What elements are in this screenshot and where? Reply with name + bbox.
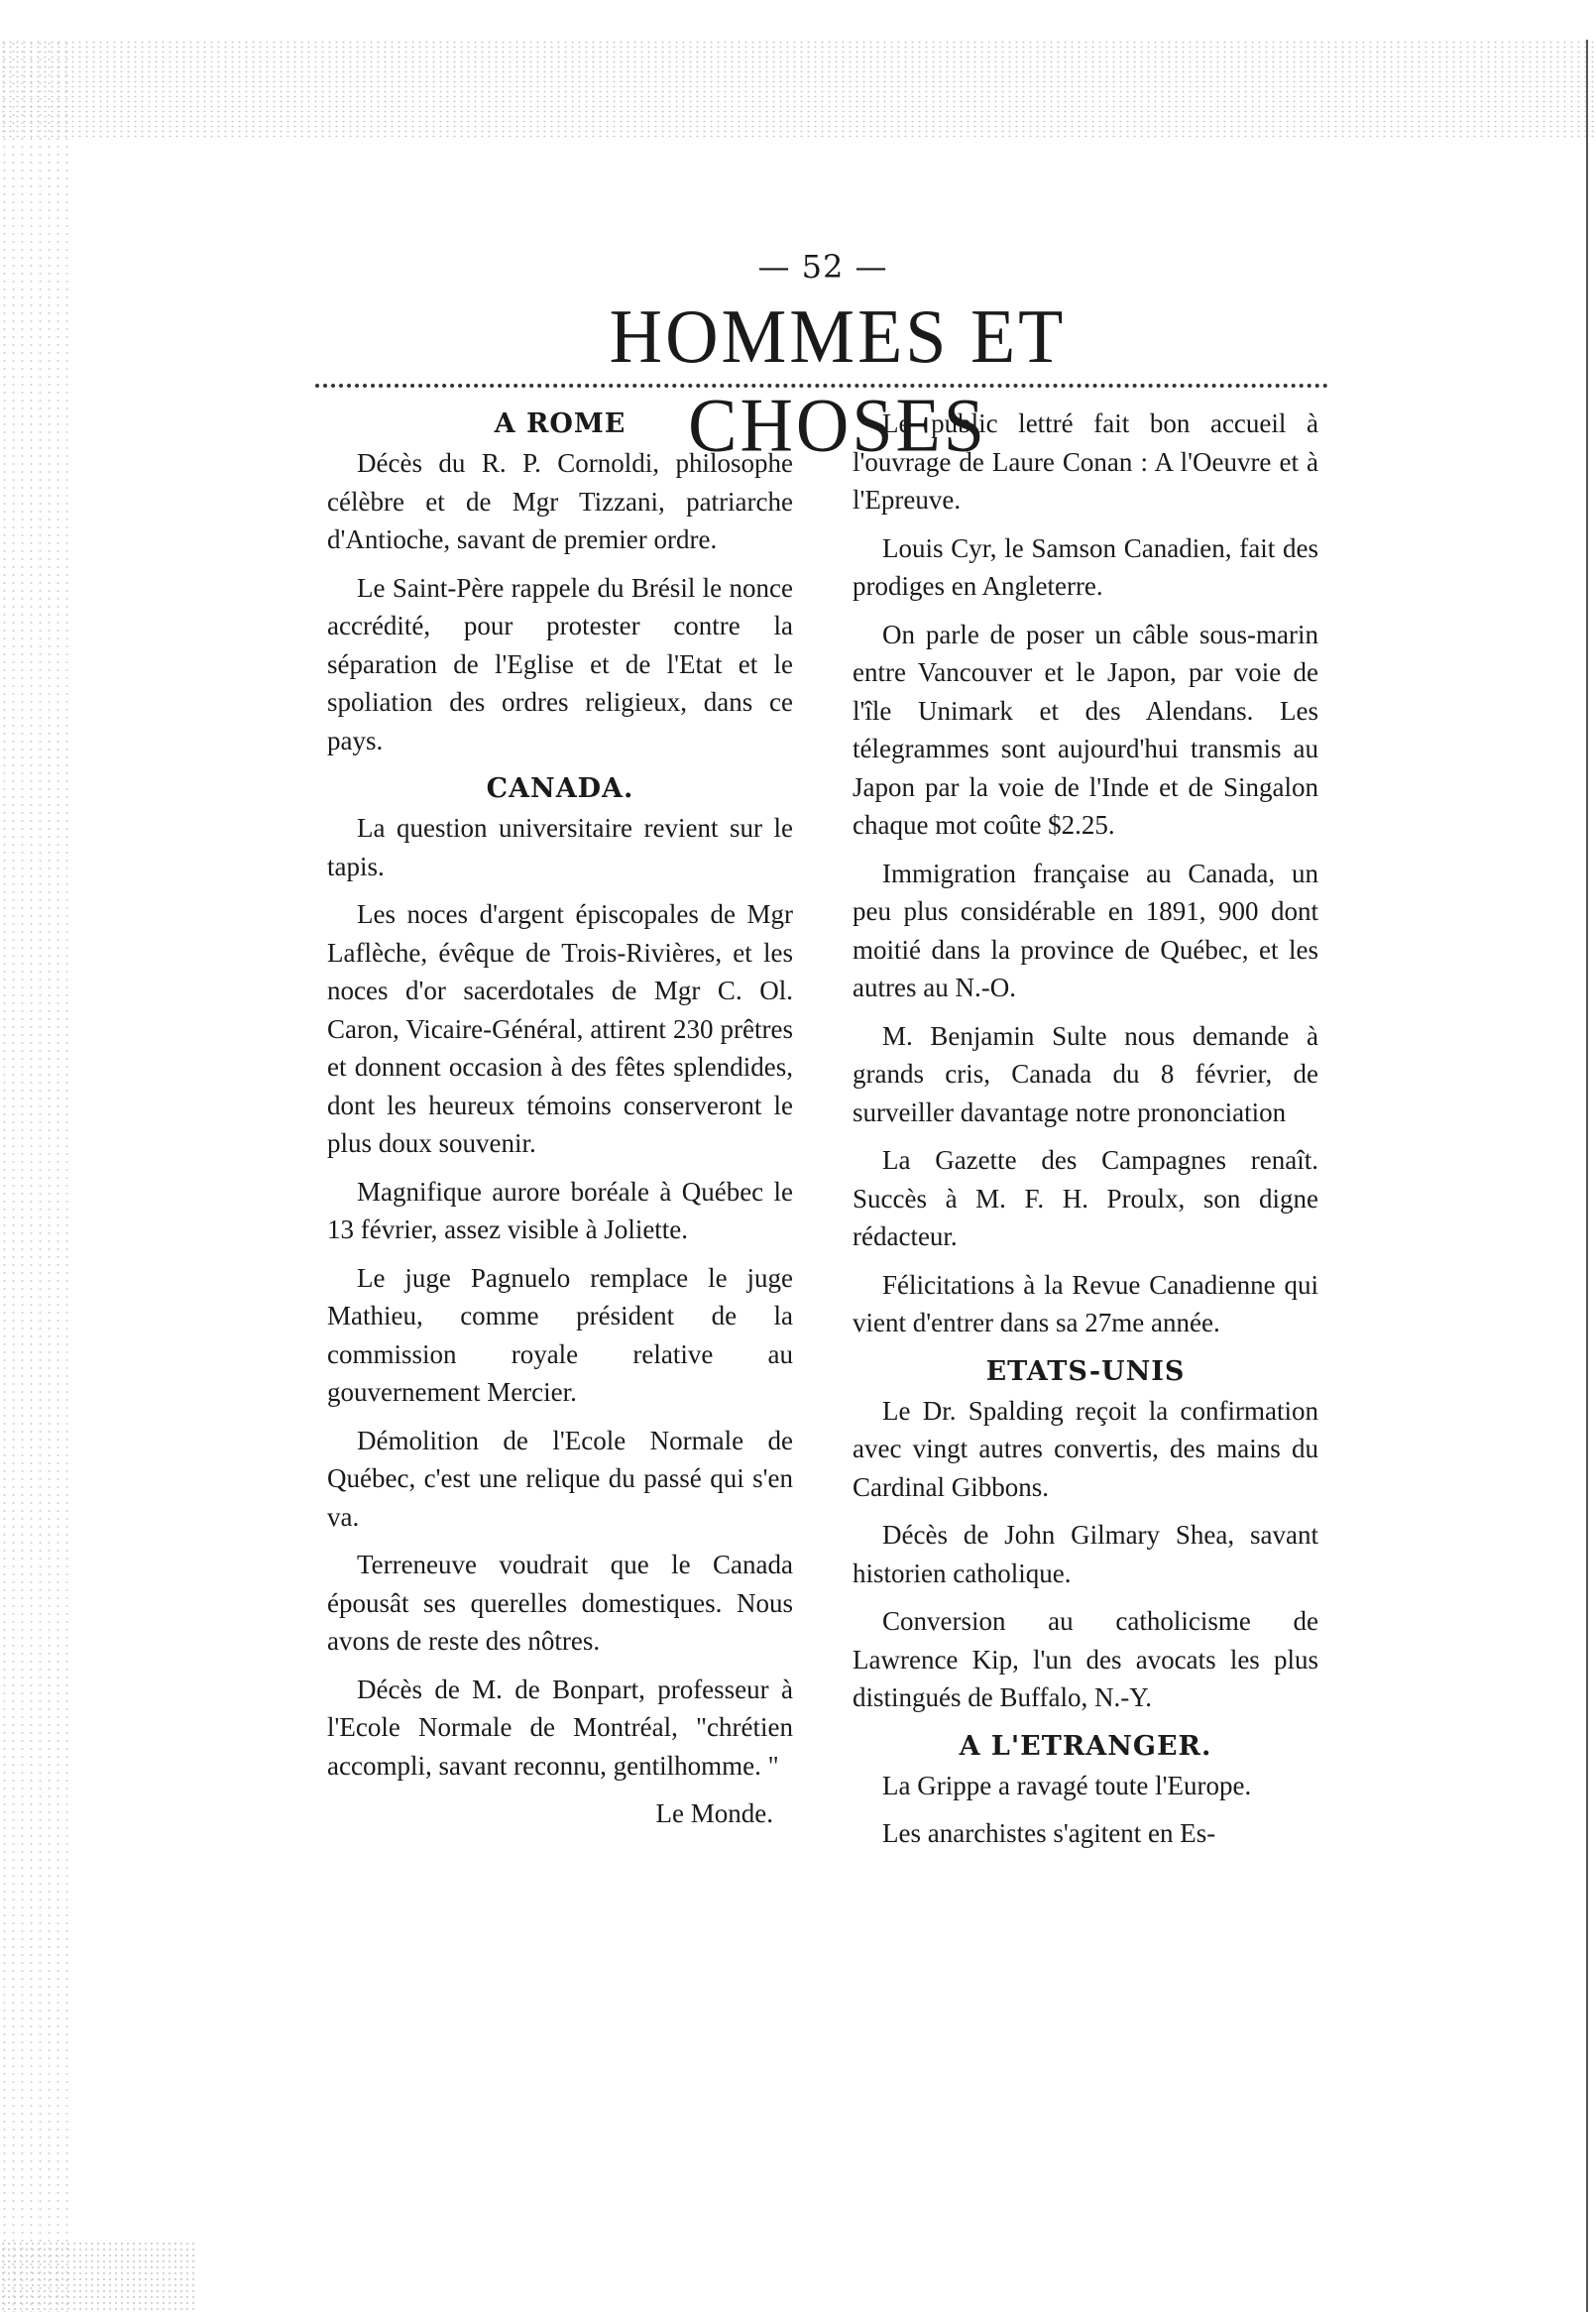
page-edge bbox=[1586, 40, 1588, 2312]
article-paragraph: Félicitations à la Revue Canadienne qui vient d'entrer dans sa 27me année. bbox=[853, 1269, 1318, 1337]
section-canada bbox=[327, 769, 793, 1833]
page-number: — 52 — bbox=[757, 248, 888, 286]
article-paragraph: La question universitaire revient sur le tapis. bbox=[327, 813, 793, 881]
article-paragraph: Le Saint-Père rappele du Brésil le nonce accrédité, pour protester contre la séparation de l'Eglise et de l'Etat et le spoliation des ordres religieux, dans ce pays. bbox=[327, 572, 793, 755]
article-paragraph: Louis Cyr, le Samson Canadien, fait des prodiges en Angleterre. bbox=[853, 532, 1318, 601]
section-heading: ETATS-UNIS bbox=[985, 1355, 1186, 1387]
right-column bbox=[853, 405, 1318, 1863]
article-paragraph: Le juge Pagnuelo remplace le juge Mathieu, comme président de la commission royale relative au gouvernement Mercier. bbox=[327, 1262, 793, 1407]
article-paragraph: Le public lettré fait bon accueil à l'ouvrage de Laure Conan : A l'Oeuvre et à l'Epreuve. bbox=[853, 408, 1318, 515]
article-paragraph: Conversion au catholicisme de Lawrence Kip, l'un des avocats les plus distingués de Buffalo, N.-Y. bbox=[853, 1606, 1318, 1712]
article-paragraph: Décès de M. de Bonpart, professeur à l'Ecole Normale de Montréal, "chrétien accompli, savant reconnu, gentilhomme. " bbox=[327, 1674, 793, 1781]
section-heading: A ROME bbox=[494, 408, 627, 439]
article-paragraph: Terreneuve voudrait que le Canada épousât ses querelles domestiques. Nous avons de reste des nôtres. bbox=[327, 1550, 793, 1656]
section-rome bbox=[327, 405, 793, 759]
article-paragraph: Décès de John Gilmary Shea, savant historien catholique. bbox=[853, 1520, 1318, 1588]
article-paragraph: On parle de poser un câble sous-marin entre Vancouver et le Japon, par voie de l'île Unimark et des Alendans. Les télegrammes sont aujourd'hui transmis au Japon par la voie de l'Inde et de Singalon chaque mot coûte $2.25. bbox=[853, 619, 1318, 840]
scan-noise-top bbox=[0, 40, 1596, 139]
article-paragraph: Le Dr. Spalding reçoit la confirmation avec vingt autres convertis, des mains du Cardinal Gibbons. bbox=[853, 1395, 1318, 1502]
section-heading: CANADA. bbox=[486, 773, 634, 804]
page-title: HOMMES ET CHOSES bbox=[609, 293, 1067, 469]
article-paragraph: Magnifique aurore boréale à Québec le 13 février, assez visible à Joliette. bbox=[327, 1176, 793, 1244]
article-paragraph: Les noces d'argent épiscopales de Mgr Laflèche, évêque de Trois-Rivières, et les noces d'or sacerdotales de Mgr C. Ol. Caron, Vicaire-Général, attirent 230 prêtres et donnent occasion à des fêtes splendides, dont les heureux témoins conserveront le plus doux souvenir. bbox=[327, 899, 793, 1158]
article-paragraph: Démolition de l'Ecole Normale de Québec, c'est une relique du passé qui s'en va. bbox=[327, 1425, 793, 1532]
section-heading: A L'ETRANGER. bbox=[959, 1730, 1212, 1762]
title-divider bbox=[315, 384, 1328, 388]
section-canada-continued bbox=[853, 405, 1318, 1342]
article-paragraph: M. Benjamin Sulte nous demande à grands cris, Canada du 8 février, de surveiller davantage notre prononciation bbox=[853, 1020, 1318, 1127]
article-paragraph: Immigration française au Canada, un peu plus considérable en 1891, 900 dont moitié dans la province de Québec, et les autres au N.-O. bbox=[853, 858, 1318, 1002]
scan-noise-left bbox=[0, 40, 69, 2312]
article-paragraph: Décès du R. P. Cornoldi, philosophe célèbre et de Mgr Tizzani, patriarche d'Antioche, savant de premier ordre. bbox=[327, 448, 793, 554]
article-paragraph: Les anarchistes s'agitent en Es- bbox=[882, 1818, 1216, 1848]
article-paragraph: La Grippe a ravagé toute l'Europe. bbox=[882, 1770, 1252, 1800]
left-column bbox=[327, 405, 793, 1843]
article-paragraph: La Gazette des Campagnes renaît. Succès à M. F. H. Proulx, son digne rédacteur. bbox=[853, 1145, 1318, 1251]
source-signature: Le Monde. bbox=[655, 1798, 773, 1828]
scan-noise-bottom bbox=[0, 2241, 198, 2312]
section-etranger bbox=[853, 1727, 1318, 1853]
section-etats-unis bbox=[853, 1352, 1318, 1717]
